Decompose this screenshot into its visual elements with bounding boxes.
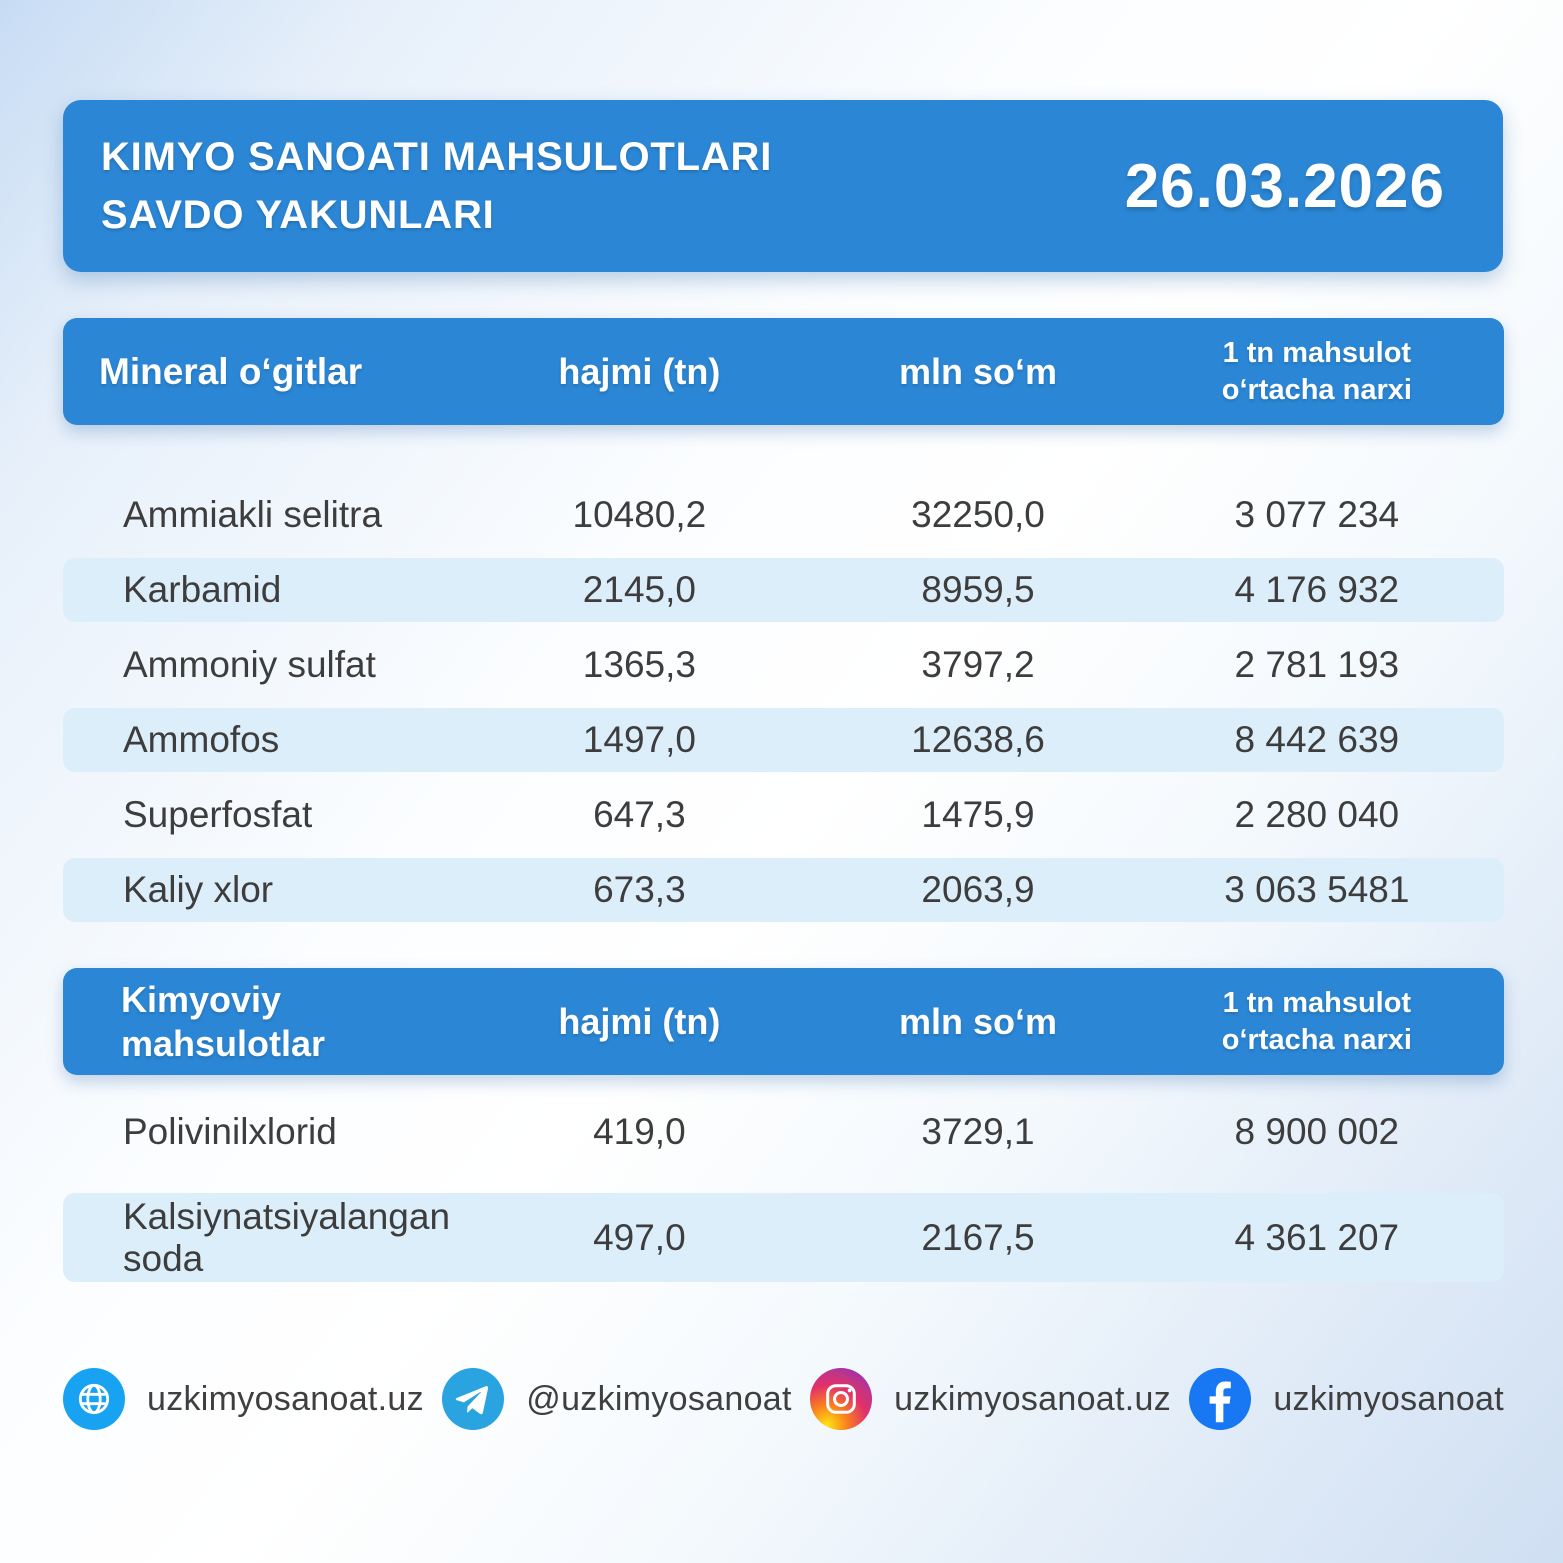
amount-value: 2063,9 (921, 869, 1035, 910)
price-value: 3 077 234 (1234, 494, 1400, 535)
volume-value: 1497,0 (582, 719, 696, 760)
volume-value: 419,0 (593, 1111, 686, 1152)
website-link[interactable] (63, 1368, 424, 1430)
mineral-fertilizers-table-header (63, 318, 1504, 425)
facebook-icon (1189, 1368, 1251, 1430)
chemical-products-table-header (63, 968, 1504, 1075)
column-header-avg-price (1144, 985, 1504, 1059)
page-title-line2: SAVDO YAKUNLARI (101, 193, 495, 237)
table-row-polivinilxlorid (63, 1100, 1504, 1164)
price-value: 3 063 5481 (1224, 869, 1410, 910)
table-row-kaliy-xlor (63, 858, 1504, 922)
volume-value: 1365,3 (582, 644, 696, 685)
price-value: 4 361 207 (1234, 1216, 1400, 1258)
facebook-handle: uzkimyosanoat (1273, 1379, 1504, 1418)
product-name: Ammoniy sulfat (123, 644, 376, 685)
instagram-icon (810, 1368, 872, 1430)
price-value: 2 280 040 (1234, 794, 1400, 835)
telegram-icon (442, 1368, 504, 1430)
page-title-line1: KIMYO SANOATI MAHSULOTLARI (101, 135, 773, 179)
product-name: Polivinilxlorid (123, 1111, 337, 1152)
instagram-link[interactable] (810, 1368, 1171, 1430)
amount-value: 2167,5 (921, 1216, 1035, 1258)
column-header-product: Mineral oʻgitlar (99, 350, 363, 392)
price-value: 8 442 639 (1234, 719, 1400, 760)
volume-value: 10480,2 (572, 494, 707, 535)
amount-value: 32250,0 (911, 494, 1045, 535)
header-card (63, 100, 1503, 272)
table-row-ammiakli-selitra (63, 483, 1504, 547)
table-row-karbamid (63, 558, 1504, 622)
volume-value: 497,0 (593, 1216, 686, 1258)
price-value: 2 781 193 (1234, 644, 1400, 685)
column-header-avg-price-line2: oʻrtacha narxi (1221, 1023, 1412, 1056)
column-header-avg-price (1144, 335, 1504, 409)
telegram-link[interactable] (442, 1368, 792, 1430)
table-row-ammofos (63, 708, 1504, 772)
column-header-avg-price-line1: 1 tn mahsulot (1222, 986, 1412, 1019)
column-header-avg-price-line1: 1 tn mahsulot (1222, 336, 1412, 369)
product-name: Karbamid (123, 569, 282, 610)
column-header-volume: hajmi (tn) (558, 1000, 721, 1042)
facebook-link[interactable] (1189, 1368, 1504, 1430)
table-row-kalsiynatsiyalangan-soda (63, 1193, 1504, 1282)
price-value: 4 176 932 (1234, 569, 1400, 610)
amount-value: 12638,6 (911, 719, 1045, 760)
product-name: Superfosfat (123, 794, 313, 835)
social-links-footer (63, 1368, 1504, 1430)
column-header-avg-price-line2: oʻrtacha narxi (1221, 373, 1412, 406)
product-name: Kaliy xlor (123, 869, 274, 910)
product-name: Kalsiynatsiyalangan soda (123, 1195, 451, 1279)
volume-value: 2145,0 (582, 569, 696, 610)
table-row-superfosfat (63, 783, 1504, 847)
column-header-amount: mln soʻm (898, 350, 1058, 392)
table-row-ammoniy-sulfat (63, 633, 1504, 697)
column-header-volume: hajmi (tn) (558, 350, 721, 392)
product-name: Ammofos (123, 719, 280, 760)
volume-value: 647,3 (593, 794, 686, 835)
column-header-product-line1: Kimyoviy (121, 978, 282, 1020)
globe-icon (63, 1368, 125, 1430)
amount-value: 8959,5 (921, 569, 1035, 610)
telegram-handle: @uzkimyosanoat (526, 1379, 792, 1418)
mineral-fertilizers-table-body (63, 483, 1504, 933)
product-name: Ammiakli selitra (123, 494, 383, 535)
amount-value: 3729,1 (921, 1111, 1035, 1152)
column-header-product (63, 978, 466, 1066)
page-title (101, 128, 772, 244)
report-date: 26.03.2026 (1124, 151, 1445, 221)
amount-value: 1475,9 (921, 794, 1035, 835)
column-header-amount: mln soʻm (898, 1000, 1058, 1042)
price-value: 8 900 002 (1234, 1111, 1400, 1152)
amount-value: 3797,2 (921, 644, 1035, 685)
column-header-product-line2: mahsulotlar (121, 1022, 326, 1064)
website-handle: uzkimyosanoat.uz (147, 1379, 424, 1418)
chemical-products-table-body (63, 1075, 1504, 1293)
volume-value: 673,3 (593, 869, 686, 910)
instagram-handle: uzkimyosanoat.uz (894, 1379, 1171, 1418)
